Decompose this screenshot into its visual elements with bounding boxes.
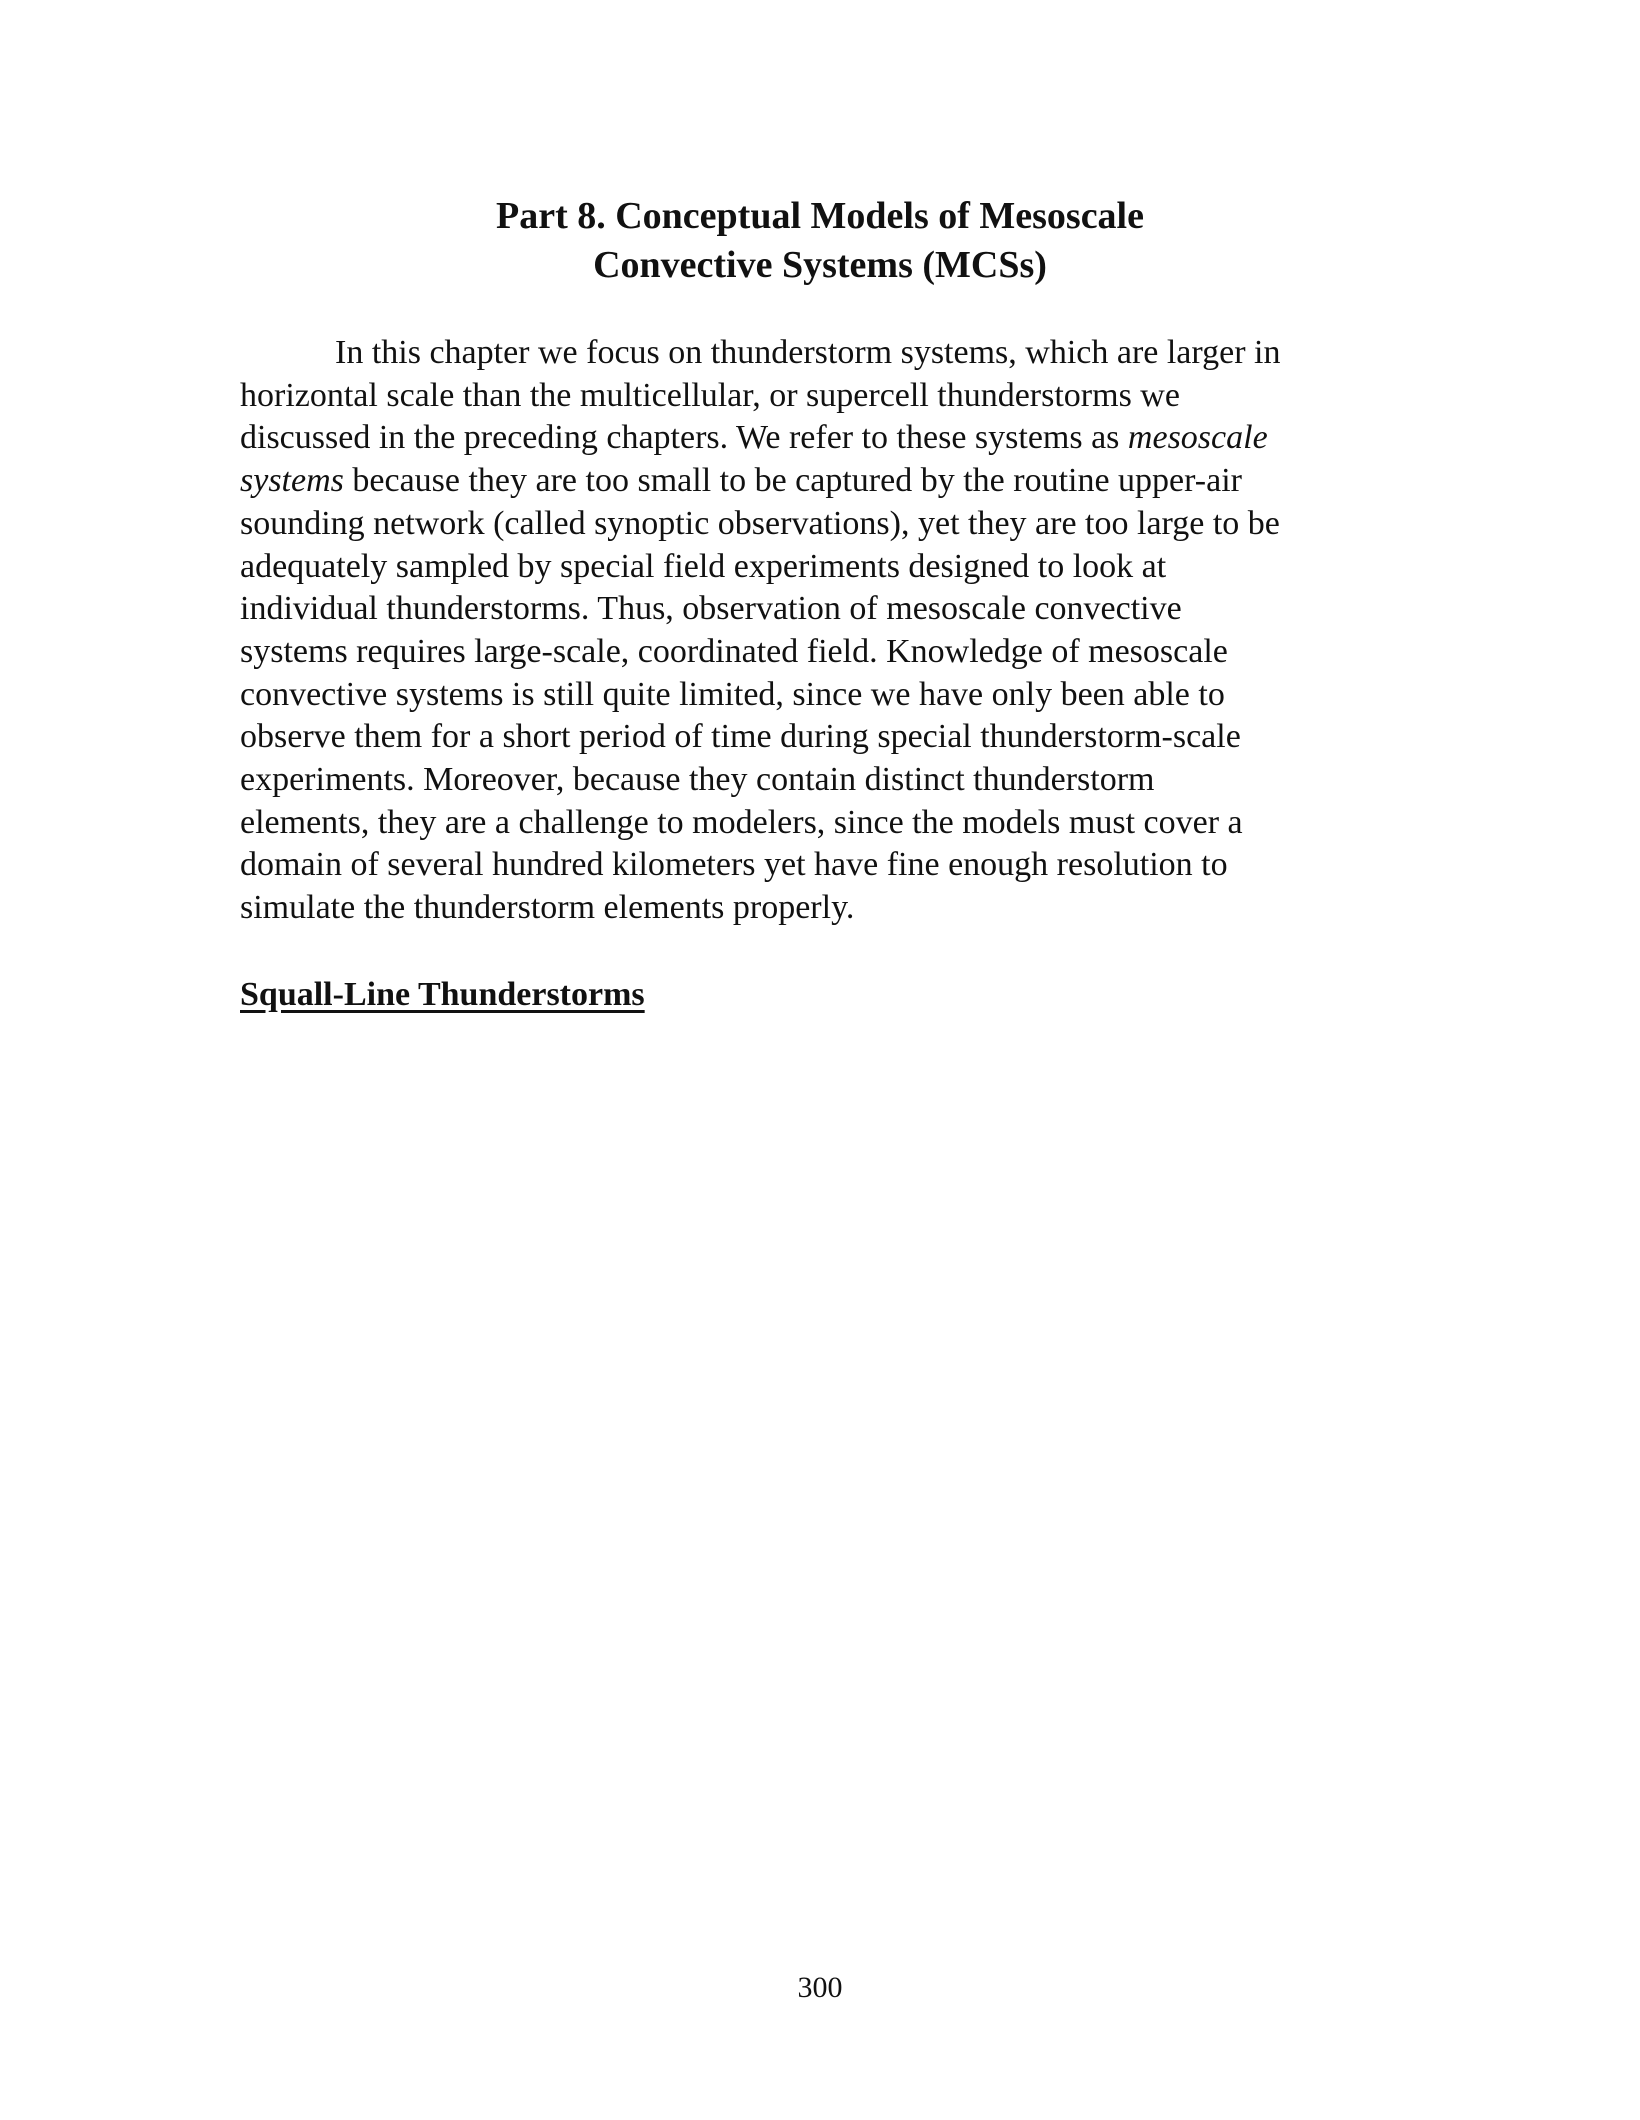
page-number: 300: [797, 1971, 843, 2004]
intro-paragraph: [240, 332, 1400, 930]
paragraph-line: simulate the thunderstorm elements properly.: [240, 889, 855, 927]
paragraph-line: experiments. Moreover, because they contain distinct thunderstorm: [240, 761, 1155, 799]
italic-term: systems: [240, 462, 344, 500]
section-heading: Squall-Line Thunderstorms: [240, 976, 645, 1013]
paragraph-line: In this chapter we focus on thunderstorm systems, which are larger in: [335, 334, 1281, 371]
paragraph-line: systems requires large-scale, coordinated field. Knowledge of mesoscale: [240, 632, 1228, 670]
paragraph-line: horizontal scale than the multicellular, or supercell thunderstorms we: [240, 376, 1180, 414]
paragraph-line: sounding network (called synoptic observations), yet they are too large to be: [240, 504, 1280, 542]
paragraph-line: adequately sampled by special field experiments designed to look at: [240, 547, 1167, 585]
page-title: [0, 192, 1640, 290]
paragraph-text: because they are too small to be captured by the routine upper-air: [343, 462, 1242, 500]
paragraph-line: individual thunderstorms. Thus, observation of mesoscale convective: [240, 590, 1182, 628]
paragraph-line: observe them for a short period of time during special thunderstorm-scale: [240, 718, 1241, 756]
paragraph-text: discussed in the preceding chapters. We refer to these systems as: [240, 419, 1128, 457]
title-line-2: Convective Systems (MCSs): [593, 244, 1047, 286]
paragraph-line: domain of several hundred kilometers yet have fine enough resolution to: [240, 846, 1228, 884]
italic-term: mesoscale: [1127, 419, 1268, 457]
paragraph-line: [240, 460, 1400, 503]
paragraph-line: [240, 417, 1400, 460]
paragraph-line: elements, they are a challenge to modelers, since the models must cover a: [240, 803, 1243, 841]
title-line-1: Part 8. Conceptual Models of Mesoscale: [496, 195, 1144, 237]
paragraph-line: convective systems is still quite limited, since we have only been able to: [240, 675, 1225, 713]
